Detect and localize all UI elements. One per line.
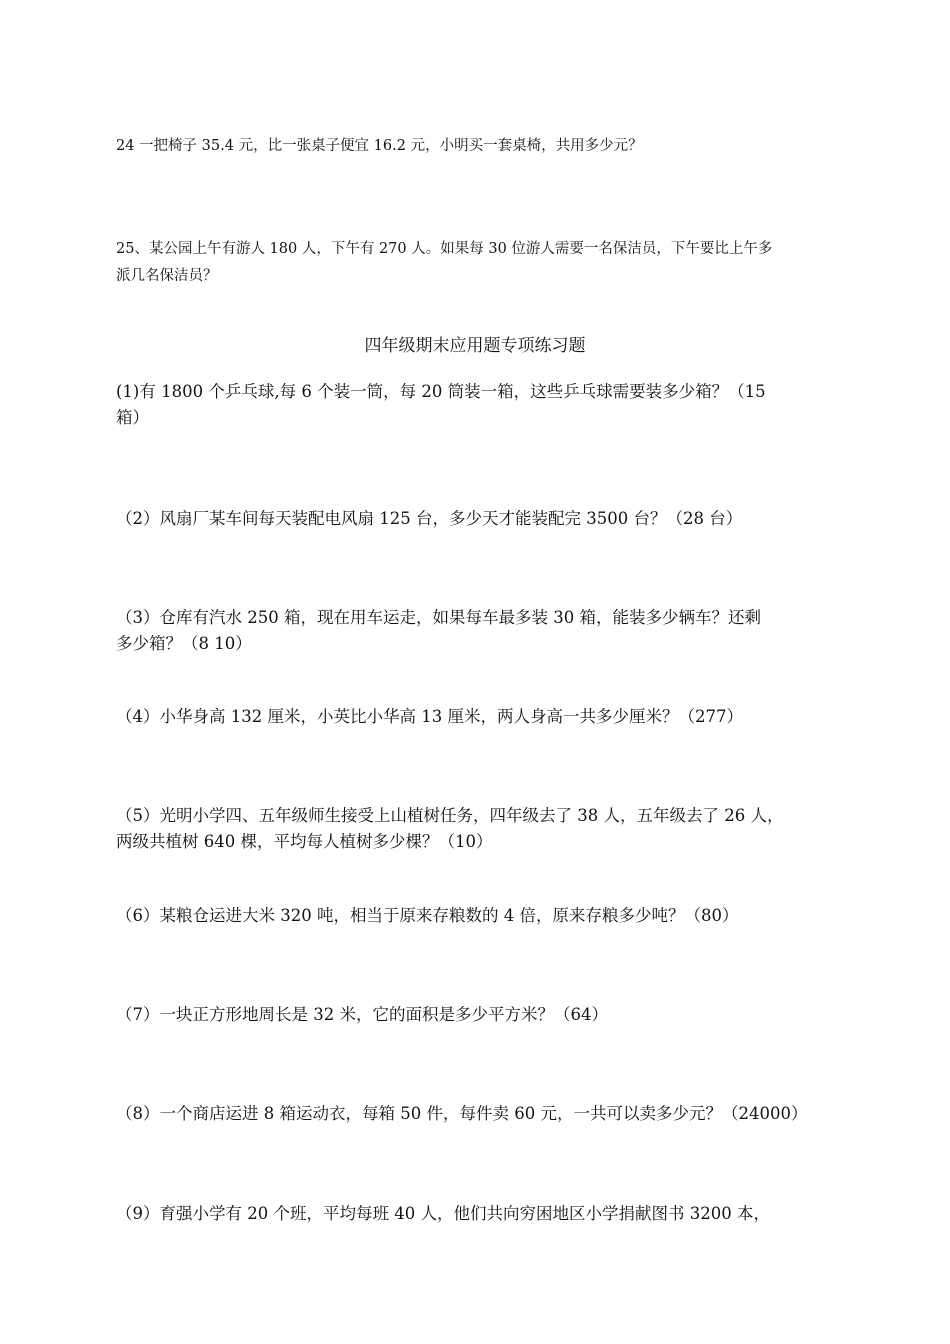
question-24: 24 一把椅子 35.4 元，比一张桌子便宜 16.2 元，小明买一套桌椅，共用多少元？	[116, 138, 643, 154]
problem-2: （2）风扇厂某车间每天装配电风扇 125 台，多少天才能装配完 3500 台？（28 台）	[116, 509, 743, 528]
problem-1-line-2: 箱）	[116, 408, 149, 427]
section-title: 四年级期末应用题专项练习题	[364, 336, 586, 356]
problem-7: （7）一块正方形地周长是 32 米，它的面积是多少平方米？（64）	[116, 1005, 608, 1024]
problem-4: （4）小华身高 132 厘米，小英比小华高 13 厘米，两人身高一共多少厘米？（277）	[116, 707, 743, 726]
problem-6: （6）某粮仓运进大米 320 吨，相当于原来存粮数的 4 倍，原来存粮多少吨？（80）	[116, 906, 739, 925]
question-25-line-2: 派几名保洁员？	[116, 268, 218, 284]
problem-5-line-2: 两级共植树 640 棵，平均每人植树多少棵？（10）	[116, 832, 493, 851]
problem-8: （8）一个商店运进 8 箱运动衣，每箱 50 件，每件卖 60 元，一共可以卖多少元？（24000）	[116, 1104, 808, 1123]
problem-5-line-1: （5）光明小学四、五年级师生接受上山植树任务，四年级去了 38 人，五年级去了 26 人，	[116, 806, 784, 825]
question-25-line-1: 25、某公园上午有游人 180 人，下午有 270 人。如果每 30 位游人需要一名保洁员，下午要比上午多	[116, 241, 773, 257]
problem-9: （9）育强小学有 20 个班，平均每班 40 人，他们共向穷困地区小学捐献图书 3200 本，	[116, 1204, 770, 1223]
problem-1-line-1: (1)有 1800 个乒乓球,每 6 个装一筒，每 20 筒装一箱，这些乒乓球需要装多少箱？（15	[116, 382, 766, 401]
problem-3-line-1: （3）仓库有汽水 250 箱，现在用车运走，如果每车最多装 30 箱，能装多少辆车？还剩	[116, 608, 761, 627]
problem-3-line-2: 多少箱？（8 10）	[116, 634, 252, 653]
